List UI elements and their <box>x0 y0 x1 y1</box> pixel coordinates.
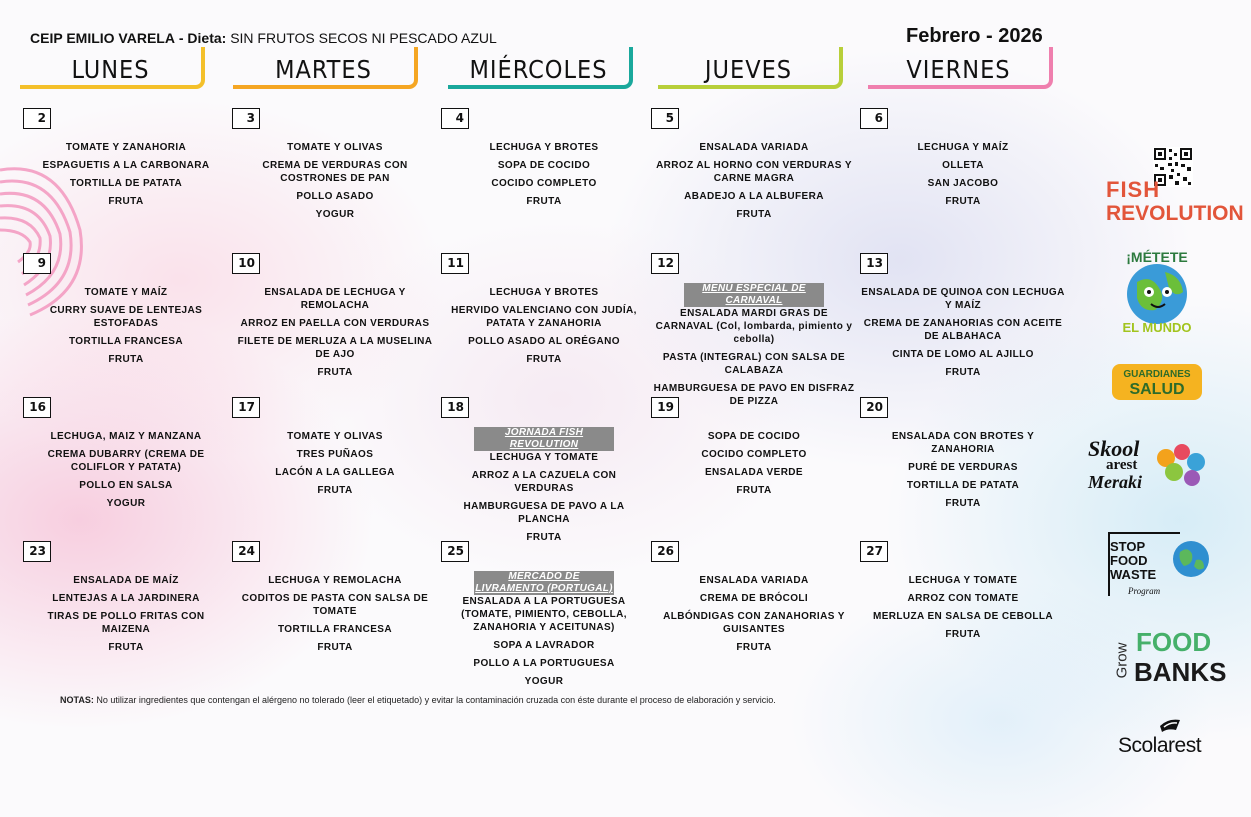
menu-dish: CURRY SUAVE DE LENTEJAS ESTOFADAS <box>49 305 203 329</box>
day-number: 23 <box>23 541 51 562</box>
day-label: JUEVES <box>704 55 793 84</box>
day-number: 16 <box>23 397 51 418</box>
menu-dish: LECHUGA Y BROTES <box>489 142 599 153</box>
menu-dish: ENSALADA DE MAÍZ <box>73 575 179 586</box>
day-number: 10 <box>232 253 260 274</box>
menu-dish: POLLO EN SALSA <box>79 480 173 491</box>
menu-dish: TOMATE Y OLIVAS <box>287 431 383 442</box>
scolarest-logo-text: Scolarest <box>1118 734 1202 757</box>
menu-items <box>651 430 857 502</box>
day-header-miercoles <box>448 47 633 89</box>
menu-dish: SAN JACOBO <box>927 178 999 189</box>
menu-dish: FRUTA <box>526 196 562 207</box>
grow-logo-text: Grow <box>1113 642 1131 679</box>
day-number: 3 <box>232 108 260 129</box>
menu-dish: ALBÓNDIGAS CON ZANAHORIAS Y GUISANTES <box>663 611 845 635</box>
scolarest-logo <box>1112 716 1216 762</box>
menu-items <box>23 430 229 515</box>
menu-items <box>232 574 438 659</box>
metete-el-mundo-logo <box>1111 248 1205 334</box>
menu-dish: ESPAGUETIS A LA CARBONARA <box>42 160 210 171</box>
menu-dish: ENSALADA VARIADA <box>699 142 809 153</box>
menu-dish: POLLO ASADO AL ORÉGANO <box>468 336 620 347</box>
menu-dish: ARROZ AL HORNO CON VERDURAS Y CARNE MAGRA <box>656 160 852 184</box>
waste-logo-text: WASTE <box>1110 567 1157 582</box>
revolution-logo-text: REVOLUTION <box>1106 202 1244 225</box>
menu-dish: COCIDO COMPLETO <box>701 449 807 460</box>
day-number: 19 <box>651 397 679 418</box>
guardianes-logo-text: GUARDIANES <box>1123 369 1191 380</box>
menu-items <box>232 430 438 502</box>
menu-dish: CODITOS DE PASTA CON SALSA DE TOMATE <box>241 593 429 617</box>
menu-dish: TOMATE Y ZANAHORIA <box>65 142 187 153</box>
menu-dish: POLLO A LA PORTUGUESA <box>473 658 615 669</box>
menu-dish: ENSALADA CON BROTES Y ZANAHORIA <box>891 431 1035 455</box>
menu-dish: TRES PUÑAOS <box>296 449 374 460</box>
menu-dish: FRUTA <box>736 209 772 220</box>
menu-dish: YOGUR <box>106 498 146 509</box>
day-number: 6 <box>860 108 888 129</box>
menu-dish: FRUTA <box>945 498 981 509</box>
menu-dish: FRUTA <box>526 354 562 365</box>
food-logo-text: FOOD <box>1110 553 1148 568</box>
special-event-label: MERCADO DE LIVRAMENTO (PORTUGAL) <box>475 571 613 594</box>
menu-dish: PASTA (INTEGRAL) CON SALSA DE CALABAZA <box>662 352 846 376</box>
menu-dish: ENSALADA A LA PORTUGUESA (TOMATE, PIMIENTO, CEBOLLA, ZANAHORIA Y ACEITUNAS) <box>461 596 627 633</box>
day-label: MARTES <box>275 55 372 84</box>
el-mundo-logo-text: EL MUNDO <box>1122 320 1192 334</box>
menu-items <box>23 574 229 659</box>
menu-dish: LECHUGA Y TOMATE <box>489 452 599 463</box>
menu-dish: FILETE DE MERLUZA A LA MUSELINA DE AJO <box>237 336 433 360</box>
program-logo-text: Program <box>1128 586 1161 596</box>
day-number: 13 <box>860 253 888 274</box>
menu-items <box>651 574 857 659</box>
menu-dish: ENSALADA VARIADA <box>699 575 809 586</box>
metete-logo-text: ¡MÉTETE <box>1126 249 1188 265</box>
colorful-flower-icon <box>1152 440 1208 490</box>
menu-items <box>232 141 438 226</box>
day-number: 11 <box>441 253 469 274</box>
day-number: 9 <box>23 253 51 274</box>
menu-dish: FRUTA <box>317 485 353 496</box>
menu-dish: LENTEJAS A LA JARDINERA <box>52 593 200 604</box>
menu-dish: LECHUGA Y REMOLACHA <box>268 575 402 586</box>
guardianes-salud-logo <box>1112 364 1202 400</box>
menu-dish: CREMA DE VERDURAS CON COSTRONES DE PAN <box>262 160 408 184</box>
header-school-diet: CEIP EMILIO VARELA - Dieta: SIN FRUTOS SECOS NI PESCADO AZUL <box>30 30 497 46</box>
menu-dish: CREMA DUBARRY (CREMA DE COLIFLOR Y PATATA) <box>47 449 205 473</box>
menu-dish: ARROZ CON TOMATE <box>907 593 1019 604</box>
stop-logo-text: STOP <box>1110 539 1146 554</box>
diet-label: Dieta: <box>187 30 227 46</box>
menu-dish: FRUTA <box>317 367 353 378</box>
month-title: Febrero - 2026 <box>906 25 1043 47</box>
special-event-label: JORNADA FISH REVOLUTION <box>474 427 614 451</box>
menu-dish: HAMBURGUESA DE PAVO EN DISFRAZ DE PIZZA <box>653 383 855 407</box>
menu-dish: TOMATE Y OLIVAS <box>287 142 383 153</box>
menu-dish: FRUTA <box>945 629 981 640</box>
notes <box>60 695 776 705</box>
menu-dish: SOPA DE COCIDO <box>707 431 801 442</box>
menu-dish: ENSALADA MARDI GRAS DE CARNAVAL (Col, lombarda, pimiento y cebolla) <box>655 308 853 345</box>
menu-dish: FRUTA <box>945 196 981 207</box>
menu-dish: FRUTA <box>736 485 772 496</box>
menu-items <box>23 286 229 371</box>
menu-dish: CREMA DE BRÓCOLI <box>699 593 809 604</box>
menu-dish: ENSALADA VERDE <box>704 467 804 478</box>
menu-dish: ARROZ A LA CAZUELA CON VERDURAS <box>471 470 617 494</box>
scolarest-mark-icon <box>1158 716 1182 734</box>
food-banks-food-text: FOOD <box>1136 627 1212 657</box>
menu-dish: FRUTA <box>945 367 981 378</box>
menu-dish: LECHUGA, MAIZ Y MANZANA <box>50 431 202 442</box>
menu-items <box>860 286 1066 384</box>
day-number: 17 <box>232 397 260 418</box>
fish-revolution-logo <box>1106 177 1244 226</box>
meraki-logo-text: Meraki <box>1088 472 1142 492</box>
menu-dish: ARROZ EN PAELLA CON VERDURAS <box>240 318 430 329</box>
day-number: 25 <box>441 541 469 562</box>
day-number: 27 <box>860 541 888 562</box>
day-number: 20 <box>860 397 888 418</box>
menu-dish: SOPA DE COCIDO <box>497 160 591 171</box>
skoolarest-meraki-logo <box>1088 436 1218 496</box>
menu-dish: TORTILLA FRANCESA <box>68 336 184 347</box>
day-header-lunes <box>20 47 205 89</box>
menu-items <box>651 141 857 226</box>
menu-dish: YOGUR <box>524 676 564 687</box>
menu-dish: FRUTA <box>526 532 562 543</box>
menu-dish: FRUTA <box>108 642 144 653</box>
diet-value: SIN FRUTOS SECOS NI PESCADO AZUL <box>230 30 497 46</box>
menu-items <box>441 571 647 693</box>
menu-dish: ABADEJO A LA ALBUFERA <box>684 191 824 202</box>
menu-items <box>23 141 229 213</box>
menu-dish: HERVIDO VALENCIANO CON JUDÍA, PATATA Y ZANAHORIA <box>451 305 637 329</box>
day-number: 5 <box>651 108 679 129</box>
menu-dish: TORTILLA DE PATATA <box>906 480 1020 491</box>
menu-dish: FRUTA <box>108 354 144 365</box>
menu-items <box>860 430 1066 515</box>
menu-dish: ENSALADA DE QUINOA CON LECHUGA Y MAÍZ <box>861 287 1065 311</box>
menu-items <box>860 141 1066 213</box>
stop-food-waste-logo <box>1108 532 1212 602</box>
day-label: MIÉRCOLES <box>469 55 608 84</box>
menu-items <box>232 286 438 384</box>
day-label: VIERNES <box>906 55 1011 84</box>
menu-dish: LECHUGA Y TOMATE <box>908 575 1018 586</box>
arest-logo-text: arest <box>1106 457 1138 473</box>
menu-dish: POLLO ASADO <box>296 191 374 202</box>
menu-dish: TOMATE Y MAÍZ <box>84 287 168 298</box>
grow-food-banks-logo <box>1112 627 1227 690</box>
menu-dish: TORTILLA FRANCESA <box>277 624 393 635</box>
menu-items <box>441 286 647 371</box>
day-header-viernes <box>868 47 1053 89</box>
globe-icon <box>1172 540 1210 578</box>
menu-dish: FRUTA <box>108 196 144 207</box>
menu-dish: FRUTA <box>736 642 772 653</box>
menu-dish: LACÓN A LA GALLEGA <box>275 467 395 478</box>
menu-dish: CINTA DE LOMO AL AJILLO <box>892 349 1034 360</box>
day-number: 24 <box>232 541 260 562</box>
skool-logo-text: Skool <box>1088 436 1140 461</box>
day-number: 26 <box>651 541 679 562</box>
menu-dish: LECHUGA Y MAÍZ <box>917 142 1009 153</box>
menu-items <box>860 574 1066 646</box>
school-name: CEIP EMILIO VARELA <box>30 30 175 46</box>
menu-dish: HAMBURGUESA DE PAVO A LA PLANCHA <box>463 501 625 525</box>
day-number: 18 <box>441 397 469 418</box>
salud-logo-text: SALUD <box>1129 381 1185 398</box>
menu-dish: SOPA A LAVRADOR <box>493 640 595 651</box>
day-header-martes <box>233 47 418 89</box>
menu-dish: TIRAS DE POLLO FRITAS CON MAIZENA <box>47 611 205 635</box>
menu-dish: MERLUZA EN SALSA DE CEBOLLA <box>872 611 1054 622</box>
menu-items <box>651 283 857 413</box>
menu-dish: OLLETA <box>942 160 984 171</box>
menu-dish: PURÉ DE VERDURAS <box>908 462 1018 473</box>
notes-text: No utilizar ingredientes que contengan el alérgeno no tolerado (leer el etiquetado) y evitar la contaminación cruzada con éste durante el proceso de elaboración y servicio. <box>96 695 776 705</box>
menu-dish: TORTILLA DE PATATA <box>69 178 183 189</box>
day-number: 4 <box>441 108 469 129</box>
special-event-label: MENÚ ESPECIAL DE CARNAVAL <box>684 283 824 307</box>
menu-dish: ENSALADA DE LECHUGA Y REMOLACHA <box>264 287 406 311</box>
menu-dish: COCIDO COMPLETO <box>491 178 597 189</box>
menu-dish: YOGUR <box>315 209 355 220</box>
menu-dish: LECHUGA Y BROTES <box>489 287 599 298</box>
notes-label: NOTAS: <box>60 695 94 705</box>
day-number: 2 <box>23 108 51 129</box>
menu-dish: FRUTA <box>317 642 353 653</box>
menu-items <box>441 427 647 549</box>
day-label: LUNES <box>71 55 150 84</box>
food-banks-banks-text: BANKS <box>1134 657 1227 687</box>
day-number: 12 <box>651 253 679 274</box>
menu-dish: CREMA DE ZANAHORIAS CON ACEITE DE ALBAHACA <box>863 318 1063 342</box>
menu-items <box>441 141 647 213</box>
fish-logo-text: FISH <box>1106 177 1161 202</box>
day-header-jueves <box>658 47 843 89</box>
